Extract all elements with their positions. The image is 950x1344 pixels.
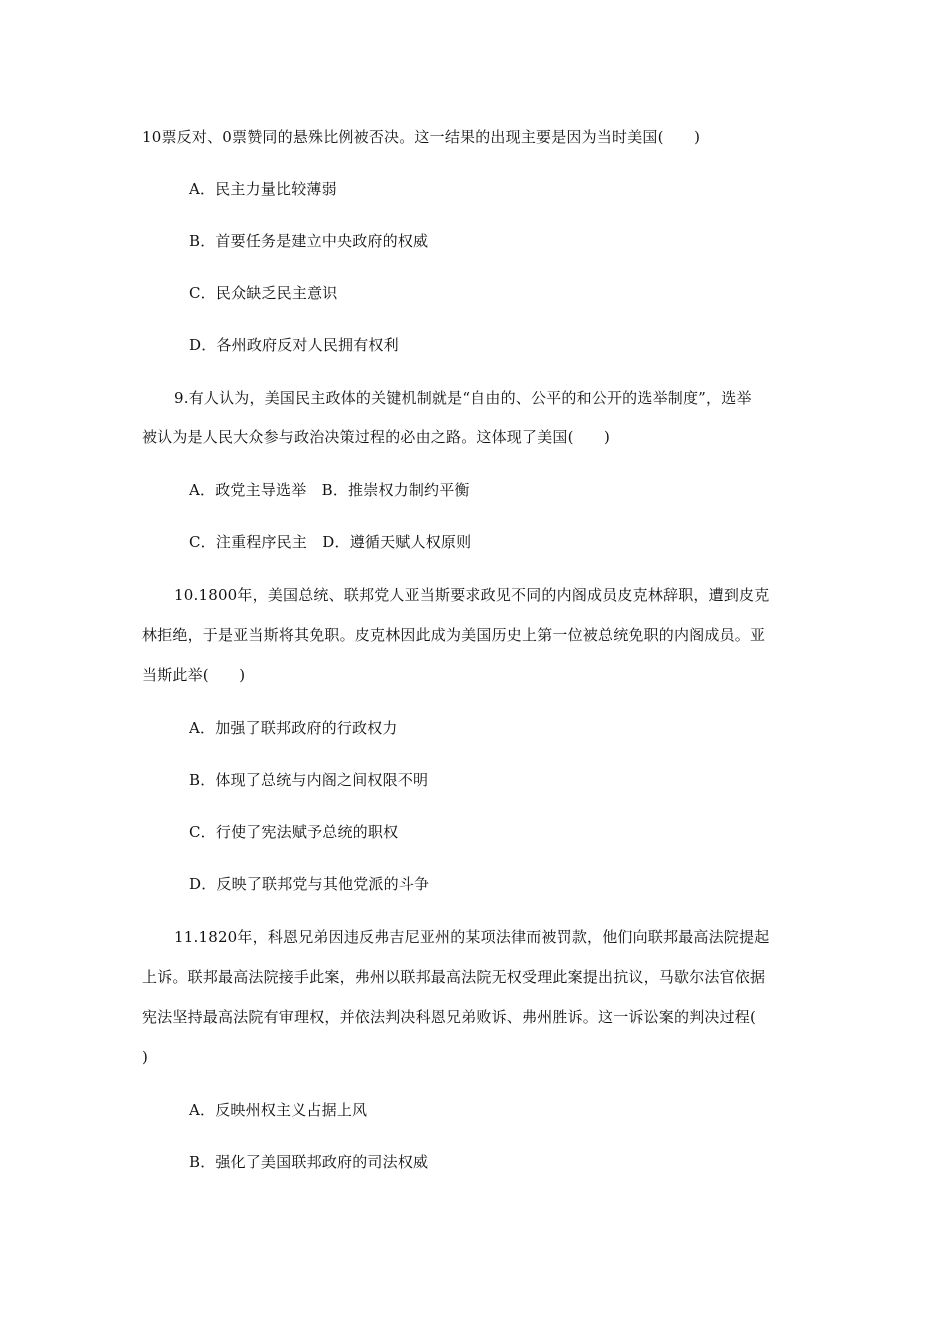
q9-stem-line-2: 被认为是人民大众参与政治决策过程的必由之路。这体现了美国( ) [142, 428, 611, 446]
q8-option-a: A．民主力量比较薄弱 [189, 180, 337, 198]
q11-option-b: B．强化了美国联邦政府的司法权威 [189, 1153, 429, 1171]
q10-stem-line-2: 林拒绝，于是亚当斯将其免职。皮克林因此成为美国历史上第一位被总统免职的内阁成员。亚 [142, 626, 766, 644]
q10-stem-line-1: 10.1800年，美国总统、联邦党人亚当斯要求政见不同的内阁成员皮克林辞职，遭到皮克 [174, 586, 770, 604]
q11-stem-line-3: 宪法坚持最高法院有审理权，并依法判决科恩兄弟败诉、弗州胜诉。这一诉讼案的判决过程( [142, 1008, 757, 1026]
q11-stem-line-1: 11.1820年，科恩兄弟因违反弗吉尼亚州的某项法律而被罚款，他们向联邦最高法院提起 [174, 928, 770, 946]
q10-option-c: C．行使了宪法赋予总统的职权 [189, 823, 399, 841]
q9-options-row-2: C．注重程序民主 D．遵循天赋人权原则 [189, 533, 472, 551]
q8-option-b: B．首要任务是建立中央政府的权威 [189, 232, 429, 250]
q11-stem-line-2: 上诉。联邦最高法院接手此案，弗州以联邦最高法院无权受理此案提出抗议，马歇尔法官依据 [142, 968, 766, 986]
q8-stem-line: 10票反对、0票赞同的悬殊比例被否决。这一结果的出现主要是因为当时美国( ) [142, 128, 701, 146]
q10-stem-line-3: 当斯此举( ) [142, 666, 246, 684]
q9-options-row-1: A．政党主导选举 B．推崇权力制约平衡 [189, 481, 470, 499]
q8-option-c: C．民众缺乏民主意识 [189, 284, 338, 302]
q11-option-a: A．反映州权主义占据上风 [189, 1101, 368, 1119]
q8-option-d: D．各州政府反对人民拥有权利 [189, 336, 399, 354]
q10-option-b: B．体现了总统与内阁之间权限不明 [189, 771, 429, 789]
q9-stem-line-1: 9.有人认为，美国民主政体的关键机制就是“自由的、公平的和公开的选举制度”，选举 [174, 389, 752, 407]
q10-option-a: A．加强了联邦政府的行政权力 [189, 719, 398, 737]
q10-option-d: D．反映了联邦党与其他党派的斗争 [189, 875, 430, 893]
q11-stem-line-4: ) [142, 1048, 149, 1066]
